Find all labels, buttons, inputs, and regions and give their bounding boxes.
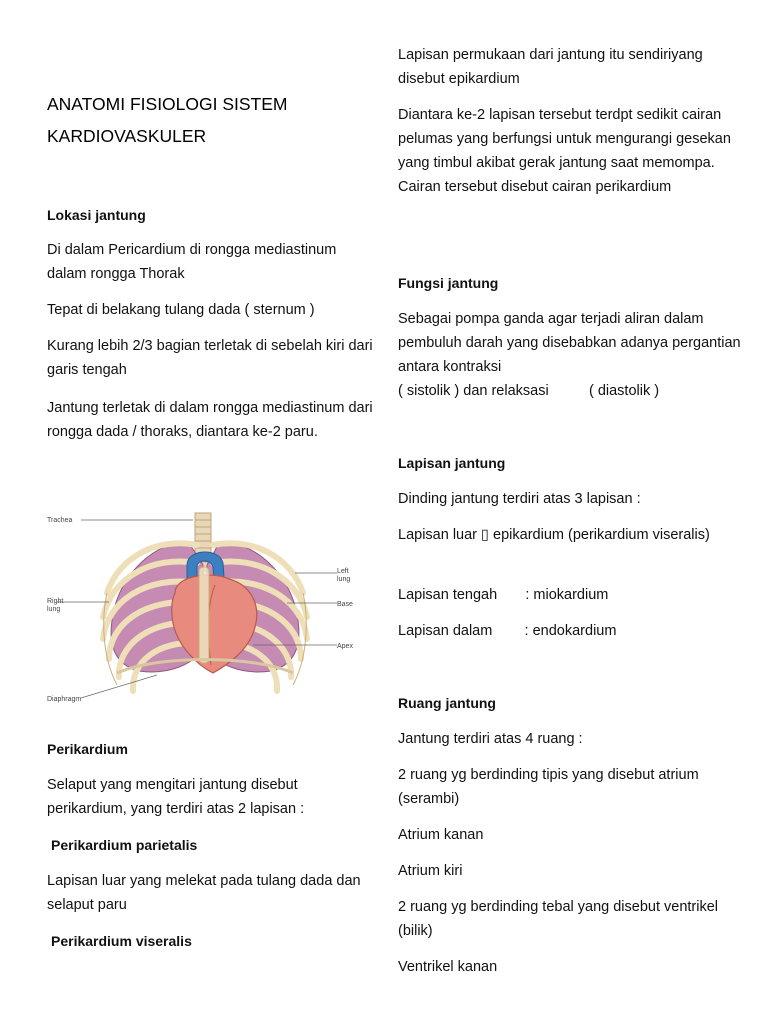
- paragraph-ruang-5: 2 ruang yg berdinding tebal yang disebut ventrikel (bilik): [398, 899, 719, 939]
- label-trachea: Trachea: [47, 517, 73, 524]
- heading-lokasi-jantung: Lokasi jantung: [47, 207, 146, 223]
- label-base: Base: [337, 601, 353, 608]
- paragraph-fungsi-1: Sebagai pompa ganda agar terjadi aliran dalam pembuluh darah yang disebabkan adanya pergantian antara kontraksi: [398, 311, 741, 375]
- heading-perikardium-viseralis: Perikardium viseralis: [51, 933, 192, 949]
- paragraph-lapisan-2: Lapisan luar ▯ epikardium (perikardium viseralis): [398, 527, 710, 543]
- paragraph-ruang-2: 2 ruang yg berdinding tipis yang disebut atrium (serambi): [398, 767, 699, 807]
- paragraph-ruang-4: Atrium kiri: [398, 863, 463, 879]
- heart-lungs-diagram: [47, 505, 377, 715]
- paragraph-fungsi-2: ( sistolik ) dan relaksasi ( diastolik ): [398, 383, 660, 399]
- paragraph-lokasi-4: Jantung terletak di dalam rongga mediastinum dari rongga dada / thoraks, diantara ke-2 paru.: [47, 400, 373, 440]
- label-right-lung-line2: lung: [47, 606, 61, 613]
- heading-perikardium: Perikardium: [47, 741, 128, 757]
- label-left-lung-line2: lung: [337, 576, 351, 583]
- label-right-lung-line1: Right: [47, 598, 64, 605]
- page-title: ANATOMI FISIOLOGI SISTEM KARDIOVASKULER: [47, 94, 288, 146]
- paragraph-perikardium: Selaput yang mengitari jantung disebut perikardium, yang terdiri atas 2 lapisan :: [47, 777, 305, 817]
- paragraph-epikardium: Lapisan permukaan dari jantung itu sendiriyang disebut epikardium: [398, 47, 703, 87]
- paragraph-lokasi-1: Di dalam Pericardium di rongga mediastinum dalam rongga Thorak: [47, 242, 337, 282]
- label-apex: Apex: [337, 643, 353, 650]
- paragraph-lapisan-4: Lapisan dalam : endokardium: [398, 623, 617, 639]
- label-left-lung-line1: Left: [337, 568, 349, 575]
- paragraph-lokasi-3: Kurang lebih 2/3 bagian terletak di sebelah kiri dari garis tengah: [47, 338, 373, 378]
- sternum-shape: [199, 567, 209, 663]
- paragraph-ruang-6: Ventrikel kanan: [398, 959, 498, 975]
- heading-perikardium-parietalis: Perikardium parietalis: [51, 837, 198, 853]
- paragraph-lapisan-3: Lapisan tengah : miokardium: [398, 587, 609, 603]
- paragraph-ruang-3: Atrium kanan: [398, 827, 484, 843]
- heading-ruang-jantung: Ruang jantung: [398, 695, 496, 711]
- paragraph-cairan-perikardium: Diantara ke-2 lapisan tersebut terdpt sedikit cairan pelumas yang berfungsi untuk mengurangi gesekan yang timbul akibat gerak jantung saat memompa. Cairan tersebut disebut cairan perikardium: [398, 107, 731, 195]
- heart-lungs-illustration: [47, 505, 377, 715]
- paragraph-lokasi-2: Tepat di belakang tulang dada ( sternum ): [47, 302, 315, 318]
- paragraph-lapisan-1: Dinding jantung terdiri atas 3 lapisan :: [398, 491, 641, 507]
- label-diaphragm: Diaphragm: [47, 696, 82, 703]
- paragraph-parietalis: Lapisan luar yang melekat pada tulang dada dan selaput paru: [47, 873, 361, 913]
- paragraph-ruang-1: Jantung terdiri atas 4 ruang :: [398, 731, 583, 747]
- heading-fungsi-jantung: Fungsi jantung: [398, 275, 499, 291]
- heading-lapisan-jantung: Lapisan jantung: [398, 455, 506, 471]
